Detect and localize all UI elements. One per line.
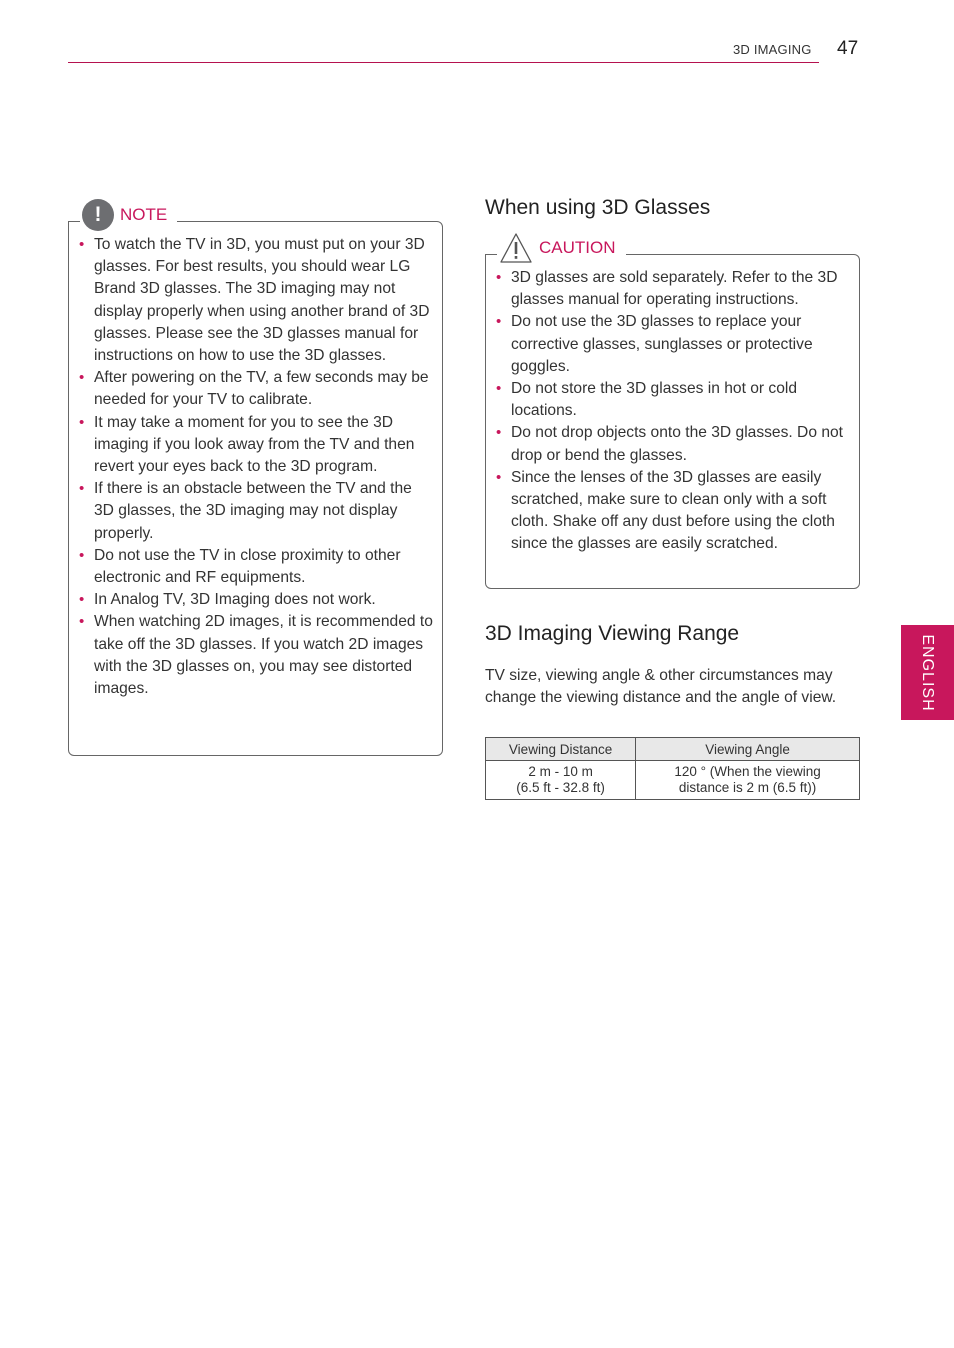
running-head: 3D IMAGING bbox=[733, 42, 812, 57]
table-header-cell: Viewing Angle bbox=[636, 738, 860, 761]
note-list bbox=[78, 234, 433, 700]
exclamation-circle-icon: ! bbox=[82, 199, 114, 231]
table-cell-distance bbox=[486, 761, 636, 800]
distance-line: (6.5 ft - 32.8 ft) bbox=[516, 780, 605, 795]
caution-label bbox=[497, 231, 626, 265]
list-item: • In Analog TV, 3D Imaging does not work. bbox=[78, 589, 433, 611]
list-item: • It may take a moment for you to see the 3D imaging if you look away from the TV and then revert your eyes back to the 3D program. bbox=[78, 412, 433, 479]
table-header-cell: Viewing Distance bbox=[486, 738, 636, 761]
language-tab-label: ENGLISH bbox=[919, 634, 936, 712]
list-item: • When watching 2D images, it is recommended to take off the 3D glasses. If you watch 2D images with the 3D glasses on, you may see distorted images. bbox=[78, 611, 433, 700]
list-item: • Since the lenses of the 3D glasses are easily scratched, make sure to clean only with a soft cloth. Shake off any dust before using the cloth since the glasses are easily scratched. bbox=[495, 467, 850, 556]
page-number: 47 bbox=[837, 38, 859, 59]
note-label-text: NOTE bbox=[120, 205, 168, 224]
list-item: • After powering on the TV, a few seconds may be needed for your TV to calibrate. bbox=[78, 367, 433, 411]
caution-list bbox=[495, 267, 850, 556]
warning-triangle-icon bbox=[499, 232, 533, 264]
caution-label-text: CAUTION bbox=[539, 238, 616, 257]
header-rule bbox=[68, 62, 819, 63]
viewing-range-table bbox=[485, 737, 860, 800]
table-cell-angle bbox=[636, 761, 860, 800]
distance-line: 2 m - 10 m bbox=[528, 764, 593, 779]
list-item: • Do not use the 3D glasses to replace your corrective glasses, sunglasses or protective goggles. bbox=[495, 311, 850, 378]
table-row bbox=[486, 761, 860, 800]
list-item: • Do not store the 3D glasses in hot or cold locations. bbox=[495, 378, 850, 422]
list-item: • If there is an obstacle between the TV and the 3D glasses, the 3D imaging may not display properly. bbox=[78, 478, 433, 545]
note-label bbox=[80, 198, 177, 232]
list-item: • To watch the TV in 3D, you must put on your 3D glasses. For best results, you should wear LG Brand 3D glasses. The 3D imaging may not display properly when using another brand of 3D glasses. Please see the 3D glasses manual for instructions on how to use the 3D glasses. bbox=[78, 234, 433, 367]
table-header-row bbox=[486, 738, 860, 761]
list-item: • 3D glasses are sold separately. Refer to the 3D glasses manual for operating instructions. bbox=[495, 267, 850, 311]
section-title-glasses: When using 3D Glasses bbox=[485, 196, 711, 219]
list-item: • Do not drop objects onto the 3D glasses. Do not drop or bend the glasses. bbox=[495, 422, 850, 466]
list-item: • Do not use the TV in close proximity to other electronic and RF equipments. bbox=[78, 545, 433, 589]
section-title-range: 3D Imaging Viewing Range bbox=[485, 622, 740, 645]
range-intro: TV size, viewing angle & other circumstances may change the viewing distance and the angle of view. bbox=[485, 667, 837, 707]
angle-line: 120 ° (When the viewing bbox=[674, 764, 821, 779]
angle-line: distance is 2 m (6.5 ft)) bbox=[678, 780, 817, 795]
